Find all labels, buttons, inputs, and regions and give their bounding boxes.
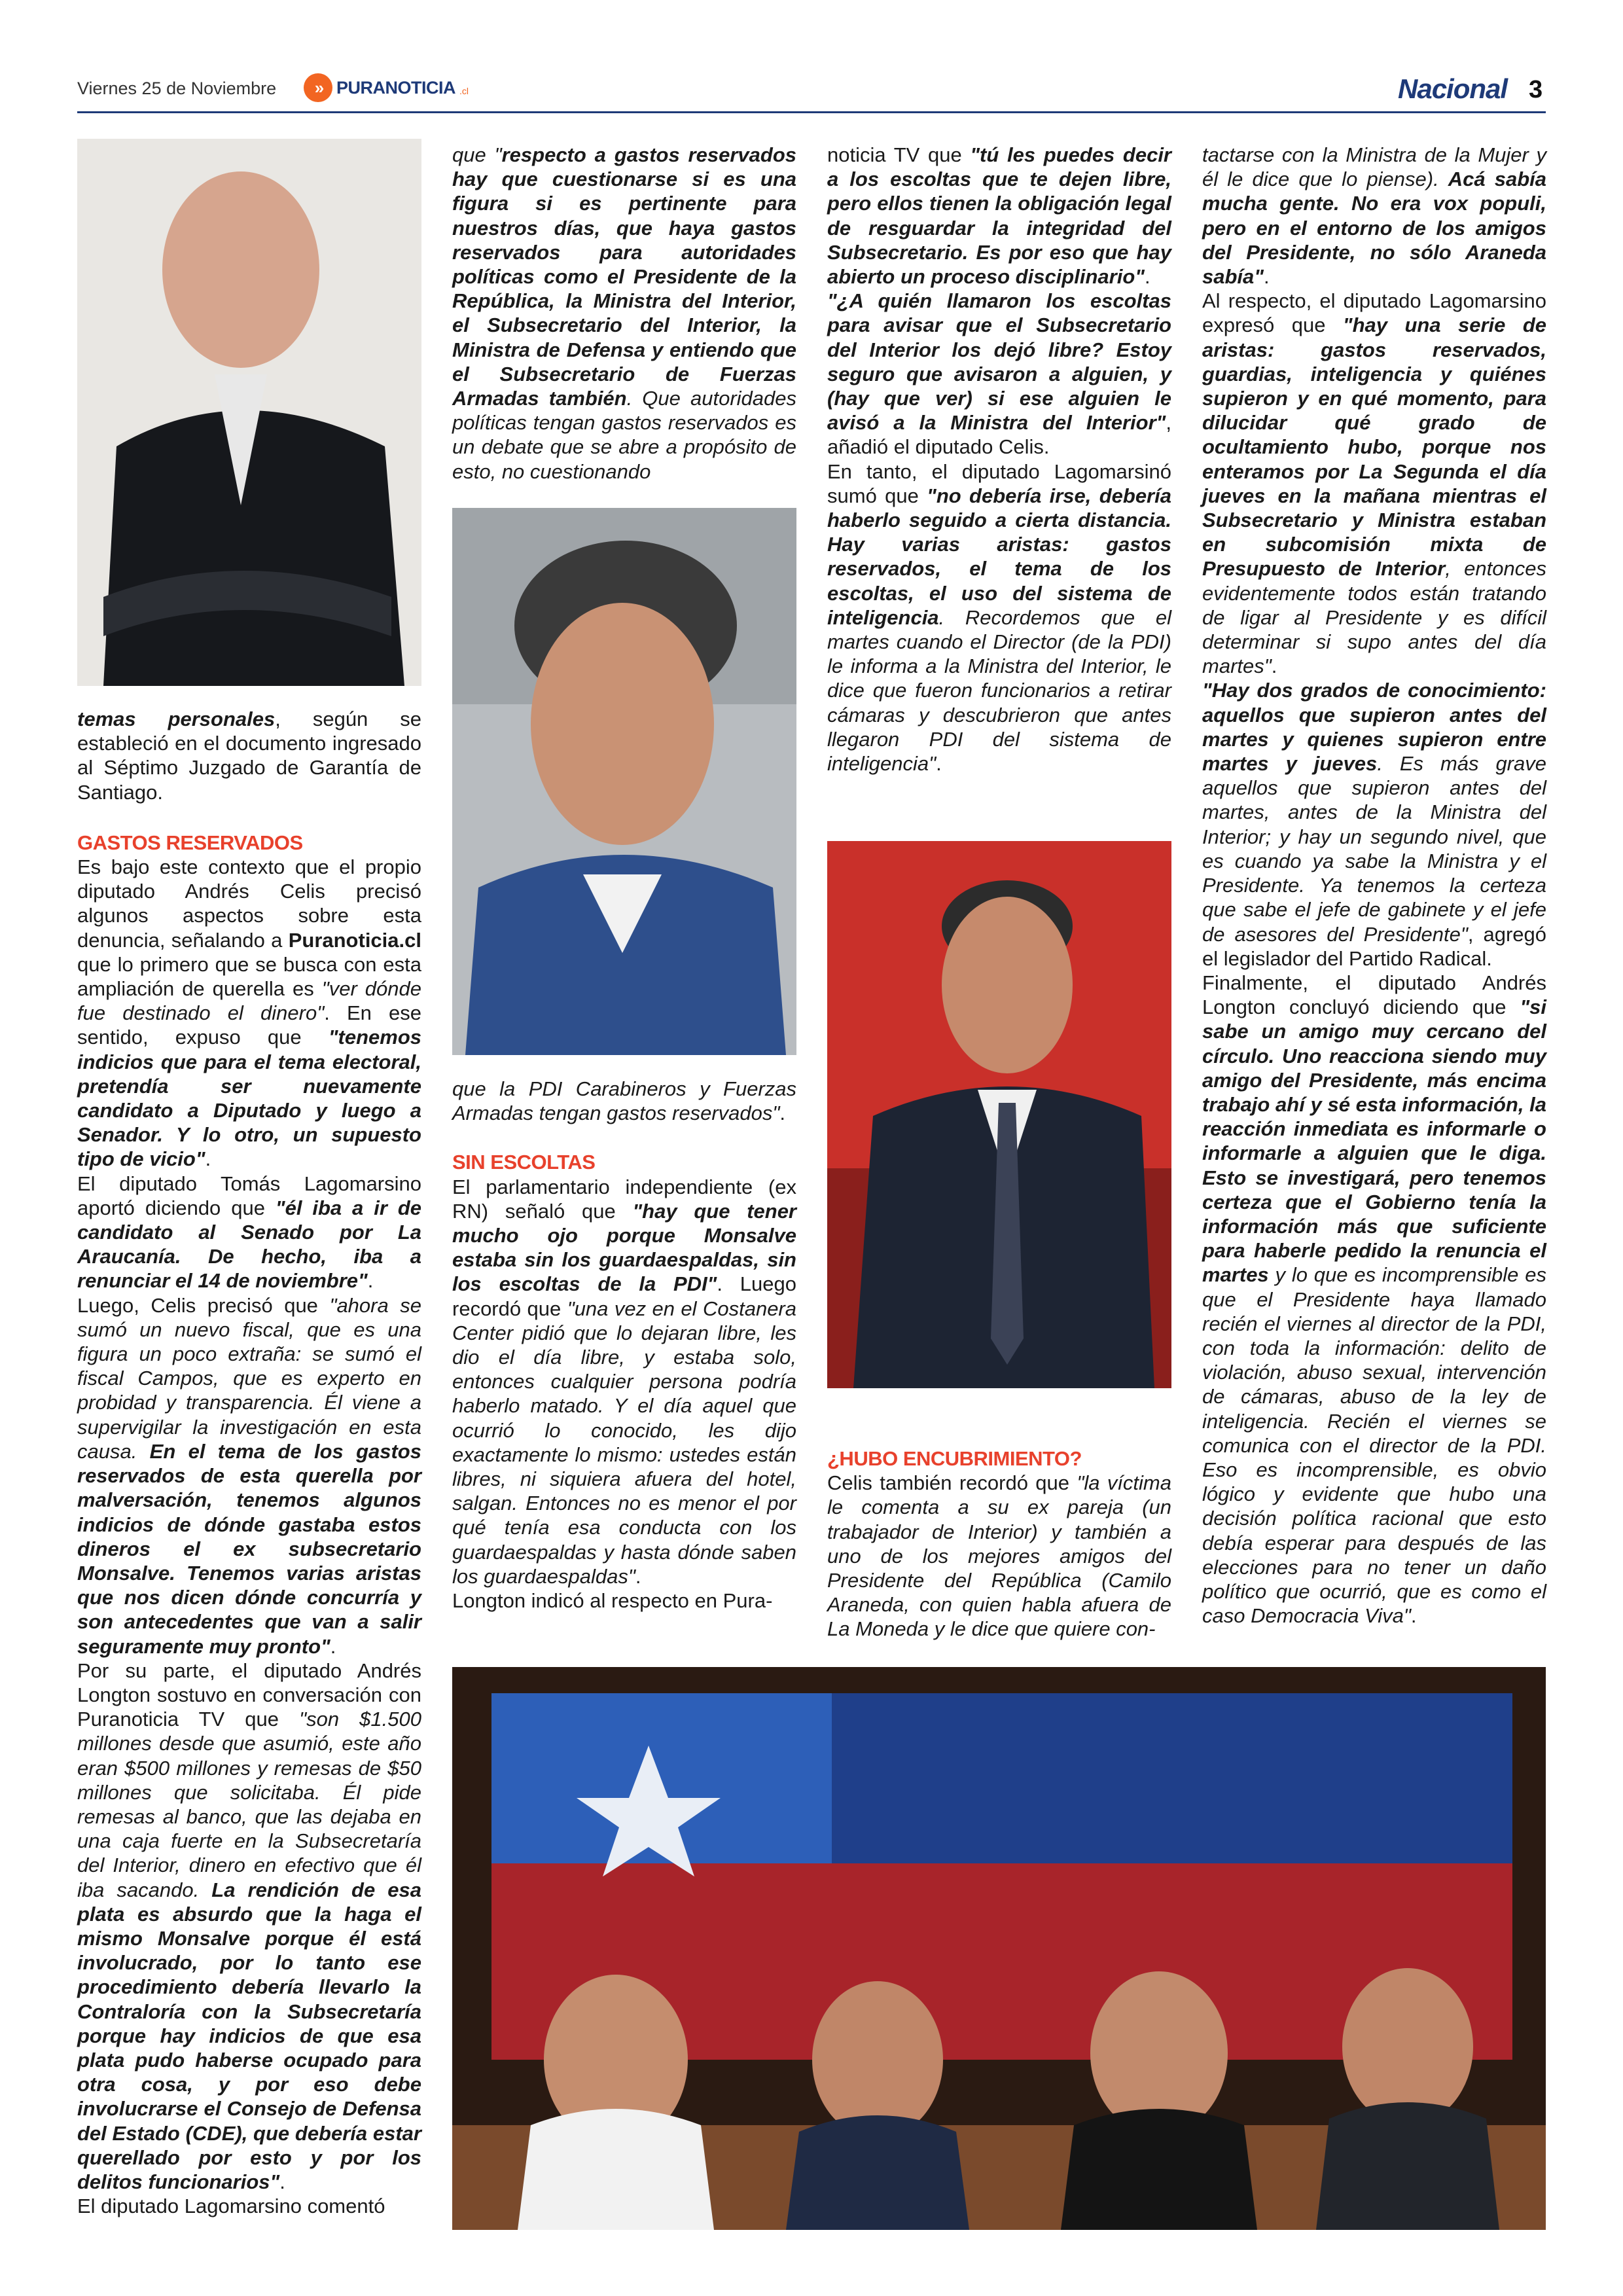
paragraph: Es bajo este contexto que el propio diputado Andrés Celis precisó algunos aspectos sobre esta denuncia, señalando a Puranoticia.cl que lo primero que se busca con esta ampliación de querella es "ver dónde fue destinado el dinero". En ese sentido, expuso que "tenemos indicios que para el tema electoral, pretendía ser nuevamente candidato a Diputado y luego a Senador. Y lo otro, un supuesto tipo de vicio". (77, 855, 421, 1171)
paragraph: Al respecto, el diputado Lagomarsino expresó que "hay una serie de aristas: gastos reservados, guardias, inteligencia y quiénes supieron y en qué momento, para dilucidar qué grado de ocultamiento hubo, porque nos enteramos por La Segunda el día jueves en la mañana mientras el Subsecretario y Ministra estaban en subcomisión mixta de Presupuesto de Interior, entonces evidentemente todos están tratando de ligar al Presidente y es difícil determinar si supo antes del día martes". (1202, 289, 1547, 678)
paragraph: Por su parte, el diputado Andrés Longton sostuvo en conversación con Puranoticia TV que "son $1.500 millones desde que asumió, este año eran $500 millones y remesas de $50 millones que solicitaba. Él pide remesas al banco, que las dejaba en una caja fuerte en la Subsecretaría del Interior, dinero en efectivo que él iba sacando. La rendición de esa plata es absurdo que la haga el mismo Monsalve porque él está involucrado, por lo tanto ese procedimiento debería llevarlo la Contraloría con la Subsecretaría porque hay indicios de que esa plata pudo haberse ocupado para otra cosa, y por eso debe involucrarse el Consejo de Defensa del Estado (CDE), que debería estar querellado por esto y por los delitos funcionarios". (77, 1659, 421, 2193)
photo-curly-man (452, 508, 796, 1055)
paragraph: temas personales, según se estableció en el documento ingresado al Séptimo Juzgado de Garantía de Santiago. (77, 708, 421, 804)
paragraph: Finalmente, el diputado Andrés Longton concluyó diciendo que "si sabe un amigo muy cercano del círculo. Uno reacciona siendo muy amigo del Presidente, más encima trabajo ahí y sé esta información, la reacción inmediata es informarle o informarle a alguien que le diga. Esto se investigará, pero tenemos certeza que el Gobierno tenía la información más que suficiente para haberle pedido la renuncia el martes y lo que es incomprensible es que el Presidente haya llamado recién el viernes al director de la PDI, con toda la información: delito de violación, abuso sexual, intervención de cámaras, abuso de la ley de inteligencia. Recién el viernes se comunica con el director de la PDI. Eso es incomprensible, es obvio lógico y evidente que hubo una decisión política racional que esto debía esperar para después de las elecciones para no tener un daño político que ocurrió, que es como el caso Democracia Viva". (1202, 971, 1546, 1628)
column-2-top (452, 143, 796, 484)
paragraph: Celis también recordó que "la víctima le comenta a su ex pareja (un trabajador de Interior) y también a uno de los mejores amigos del Presidente del República (Camilo Araneda, con quien habla afuera de La Moneda y le dice que quiere con- (827, 1471, 1171, 1641)
paragraph: que la PDI Carabineros y Fuerzas Armadas tengan gastos reservados". (452, 1077, 796, 1125)
paragraph: "¿A quién llamaron los escoltas para avisar que el Subsecretario del Interior los dejó libre? Estoy seguro que avisaron a alguien, y (hay que ver) si ese alguien le avisó a la Ministra del Interior", añadió el diputado Celis. (827, 289, 1171, 459)
subhead-sin-escoltas: SIN ESCOLTAS (452, 1151, 596, 1174)
puranoticia-logo (304, 73, 469, 102)
logo-chevron-icon: » (304, 73, 332, 102)
logo-tld: .cl (459, 86, 469, 96)
subhead-hubo-encubrimiento: ¿HUBO ENCUBRIMIENTO? (827, 1447, 1082, 1470)
paragraph: Longton indicó al respecto en Pura- (452, 1589, 773, 1613)
column-3-top (827, 143, 1171, 776)
column-1 (77, 707, 421, 2218)
paragraph: tactarse con la Ministra de la Mujer y él le dice que lo piense). Acá sabía mucha gente. No era vox populi, pero en el entorno de los amigos del Presidente, no sólo Araneda sabía". (1202, 143, 1546, 289)
paragraph: El parlamentario independiente (ex RN) señaló que "hay que tener mucho ojo porque Monsalve estaba sin los guardaespaldas, sin los escoltas de la PDI". Luego recordó que "una vez en el Costanera Center pidió que lo dejaran libre, les dio el día libre, y estaba solo, entonces cualquier persona podría haberlo matado. Y el día aquel que ocurrió lo conocido, les dijo exactamente lo mismo: ustedes están libres, ni siquiera afuera del hotel, salgan. Entonces no es menor el por qué tenía esa conducta con los guardaespaldas y hasta dónde saben los guardaespaldas". (452, 1175, 796, 1588)
paragraph: En tanto, el diputado Lagomarsinó sumó que "no debería irse, debería haberlo seguido a cierta distancia. Hay varias aristas: gastos reservados, el tema de los escoltas, el uso del sistema de inteligencia. Recordemos que el martes cuando el Director (de la PDI) le informa a la Ministra del Interior, le dice que fueron funcionarios a retirar cámaras y descubrieron que antes llegaron PDI del sistema de inteligencia". (827, 459, 1171, 776)
subhead-gastos-reservados: GASTOS RESERVADOS (77, 831, 303, 854)
paragraph: "Hay dos grados de conocimiento: aquellos que supieron antes del martes y quienes supieron entre martes y jueves. Es más grave aquellos que supieron antes del martes, antes de la Ministra del Interior; y hay un segundo nivel, que es cuando ya sabe la Ministra y el Presidente. Ya tenemos la certeza que sabe el jefe de gabinete y el jefe de asesores del Presidente", agregó el legislador del Partido Radical. (1202, 679, 1546, 970)
paragraph: Luego, Celis precisó que "ahora se sumó un nuevo fiscal, que es una figura un poco extraña: se sumó el fiscal Campos, que es experto en probidad y transparencia. Él viene a supervigilar la investigación en esta causa. En el tema de los gastos reservados de esta querella por malversación, tenemos algunos indicios de dónde gastaba estos dineros el ex subsecretario Monsalve. Tenemos varias aristas que nos dicen dónde concurría y son antecedentes que van a salir seguramente muy pronto". (77, 1293, 421, 1658)
photo-bald-man (77, 139, 421, 686)
photo-smiling-man (827, 841, 1171, 1388)
photo-tv-panel (452, 1667, 1546, 2230)
page-number: 3 (1529, 76, 1543, 103)
column-2-bottom (452, 1077, 796, 1613)
logo-text: PURANOTICIA (336, 77, 455, 98)
issue-date: Viernes 25 de Noviembre (77, 79, 277, 98)
column-4 (1202, 143, 1546, 1628)
paragraph: El diputado Lagomarsino comentó (77, 2195, 385, 2218)
header-rule (77, 111, 1546, 113)
paragraph: El diputado Tomás Lagomarsino aportó diciendo que "él iba a ir de candidato al Senado por La Araucanía. De hecho, iba a renunciar el 14 de noviembre". (77, 1172, 422, 1293)
section-title: Nacional (1398, 73, 1508, 104)
paragraph: que "respecto a gastos reservados hay que cuestionarse si es una figura si es pertinente para nuestros días, que haya gastos reservados para autoridades políticas como el Presidente de la República, la Ministra del Interior, el Subsecretario del Interior, la Ministra de Defensa y entiendo que el Subsecretario de Fuerzas Armadas también. Que autoridades políticas tengan gastos reservados es un debate que se abre a propósito de esto, no cuestionando (452, 143, 796, 483)
column-3-bottom (827, 1446, 1171, 1641)
paragraph: noticia TV que "tú les puedes decir a los escoltas que te dejen libre, pero ellos tienen la obligación legal de resguardar la integridad del Subsecretario. Es por eso que hay abierto un proceso disciplinario". (827, 143, 1171, 289)
